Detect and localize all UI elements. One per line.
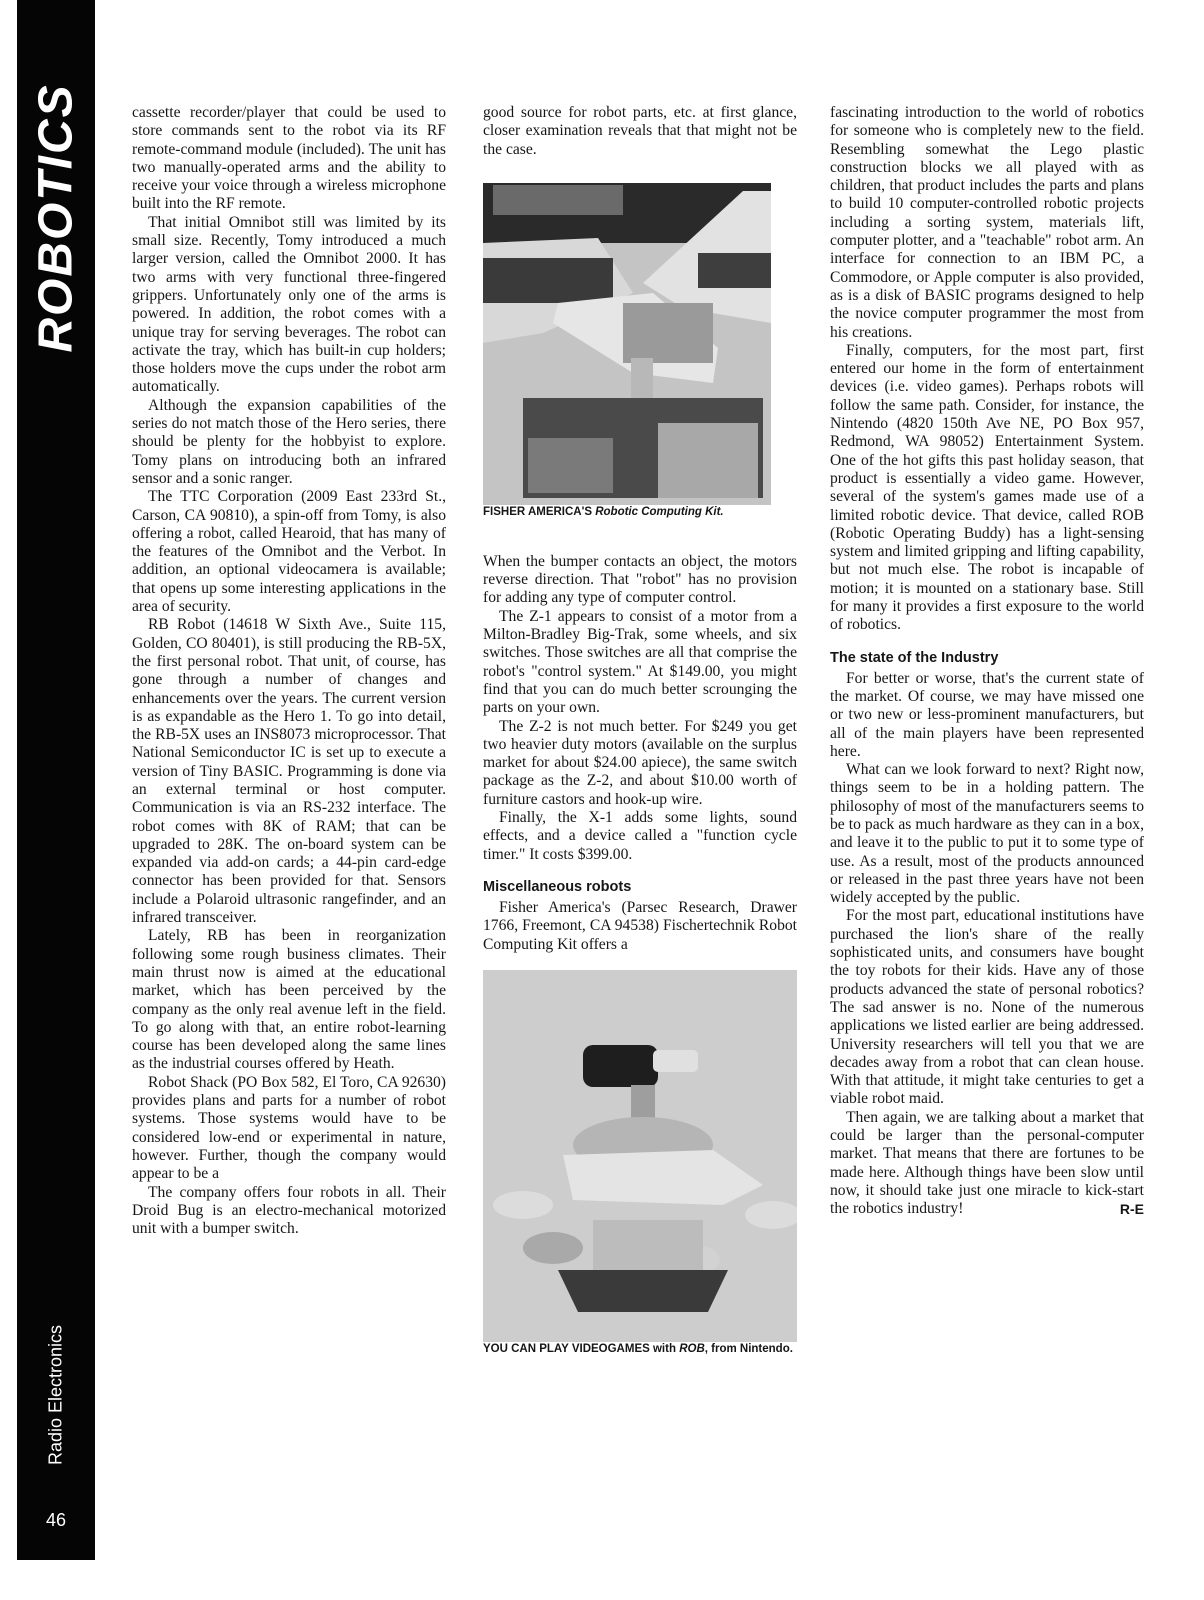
paragraph: The Z-2 is not much better. For $249 you get two heavier duty motors (available on the surplus market for about $24.00 apiece), the same switch package as the Z-2, and about $10.00 worth of furniture castors and hook-up wire. — [483, 717, 797, 808]
paragraph: Lately, RB has been in reorganization following some rough business climates. Their main thrust now is aimed at the educational market, which has been perceived by the company as the only real avenue left in the field. To go along with that, an entire robot-learning course has been developed along the same lines as the industrial courses offered by Heath. — [132, 927, 446, 1073]
paragraph: fascinating introduction to the world of robotics for someone who is completely new to the field. Resembling somewhat the Lego plastic construction blocks we all played with as children, that product includes the parts and plans to build 10 computer-controlled robotic projects including a sorting system, materials lift, computer plotter, and a "teachable" robot arm. An interface for connection to an IBM PC, a Commodore, or Apple computer is also provided, as is a disk of BASIC programs designed to help the novice computer programmer the most from his creations. — [830, 104, 1144, 341]
page-number: 46 — [45, 1510, 67, 1530]
article-column-2 — [483, 104, 797, 1356]
paragraph: RB Robot (14618 W Sixth Ave., Suite 115, Golden, CO 80401), is still producing the RB-5X, the first personal robot. That unit, of course, has gone through a number of changes and enhancements over the years. The current version is as expandable as the Hero 1. To go into detail, the RB-5X uses an INS8073 microprocessor. That National Semiconductor IC is set up to execute a version of Tiny BASIC. Programming is done via an external terminal or host computer. Communication is via an RS-232 interface. The robot comes with 8K of RAM; that can be upgraded to 28K. The on-board system can be expanded via add-on cards; a 44-pin card-edge connector has been provided for that. Sensors include a Polaroid ultrasonic rangefinder, and an infrared transceiver. — [132, 616, 446, 927]
paragraph: When the bumper contacts an object, the motors reverse direction. That "robot" has no provision for adding any type of computer control. — [483, 552, 797, 607]
robotic-kit-photo — [483, 183, 771, 505]
closing-paragraph-text: Then again, we are talking about a market that could be larger than the personal-computer market. That means that there are fortunes to be made here. Although things have been slow until now, it should take just one miracle to kick-start the robotics industry! — [830, 1108, 1144, 1218]
paragraph: cassette recorder/player that could be used to store commands sent to the robot via its RF remote-command module (included). The unit has two manually-operated arms and the ability to receive your voice through a wireless microphone built into the RF remote. — [132, 104, 446, 213]
paragraph: For better or worse, that's the current state of the market. Of course, we may have missed one or two new or less-prominent manufacturers, but all of the main players have been represented here. — [830, 669, 1144, 760]
rob-photo-caption — [483, 1342, 797, 1356]
paragraph: Finally, computers, for the most part, first entered our home in the form of entertainment devices (i.e. video games). Perhaps robots will follow the same path. Consider, for instance, the Nintendo (4820 150th Ave NE, PO Box 957, Redmond, WA 98052) Entertainment System. One of the hot gifts this past holiday season, that product is essentially a video game. However, several of the system's games made use of a limited robotic device. That device, called ROB (Robotic Operating Buddy) has a light-sensing system and limited gripping and lifting capability, but not much else. The robot is incapable of motion; it is mounted on a stationary base. Still for many it provides a first exposure to the world of robotics. — [830, 341, 1144, 634]
rob-robot-illustration — [483, 970, 797, 1342]
paragraph: The TTC Corporation (2009 East 233rd St., Carson, CA 90810), a spin-off from Tomy, is also offering a robot, called Hearoid, that has many of the features of the Omnibot and the Verbot. In addition, an optional videocamera is available; that opens up some interesting applications in the area of security. — [132, 488, 446, 616]
magazine-name: Radio Electronics — [45, 1324, 66, 1466]
paragraph: good source for robot parts, etc. at first glance, closer examination reveals that that might not be the case. — [483, 104, 797, 158]
paragraph: Fisher America's (Parsec Research, Drawer 1766, Freemont, CA 94538) Fischertechnik Robot Computing Kit offers a — [483, 898, 797, 953]
rob-robot-photo — [483, 970, 797, 1342]
caption-bold: FISHER AMERICA'S — [483, 505, 593, 518]
section-sidebar — [17, 0, 95, 1560]
article-column-1 — [132, 104, 446, 1238]
caption-italic: ROB — [679, 1342, 705, 1355]
paragraph: The Z-1 appears to consist of a motor from a Milton-Bradley Big-Trak, some wheels, and six switches. Those switches are all that comprise the robot's "control system." At $149.00, you might find that you can do much better scrounging the parts on your own. — [483, 607, 797, 717]
paragraph: For the most part, educational institutions have purchased the lion's share of the really sophisticated units, and consumers have bought the toy robots for their kids. Have any of those products advanced the state of personal robotics? The sad answer is no. None of the numerous applications we listed earlier are being addressed. University researchers will tell you that we are decades away from a robot that can clean house. With that attitude, it might take centuries to get a viable robot maid. — [830, 907, 1144, 1108]
paragraph — [830, 1109, 1144, 1219]
article-column-3 — [830, 104, 1144, 1219]
caption-tail: , from Nintendo. — [704, 1342, 793, 1355]
paragraph: What can we look forward to next? Right now, things seem to be in a holding pattern. The philosophy of most of the manufacturers seems to be to pack as much hardware as they can in a box, and leave it to the public to put it to some type of use. As a result, most of the products announced or released in the past three years have not been widely accepted by the public. — [830, 761, 1144, 907]
end-mark: R-E — [1119, 1201, 1144, 1218]
section-heading: Miscellaneous robots — [483, 878, 632, 895]
paragraph: That initial Omnibot still was limited by its small size. Recently, Tomy introduced a much larger version, called the Omnibot 2000. It has two arms with very functional three-fingered grippers. Unfortunately only one of the arms is powered. In addition, the robot comes with a unique tray for serving beverages. The robot can activate the tray, which has built-in cup holders; those holders move the cups under the robot arm automatically. — [132, 213, 446, 396]
paragraph: Robot Shack (PO Box 582, El Toro, CA 92630) provides plans and parts for a number of robot systems. Those systems would have to be considered low-end or experimental in nature, however. Further, though the company would appear to be a — [132, 1073, 446, 1183]
section-heading: The state of the Industry — [830, 649, 999, 666]
paragraph: Although the expansion capabilities of the series do not match those of the Hero series, there should be plenty for the hobbyist to explore. Tomy plans on introducing both an infrared sensor and a sonic ranger. — [132, 396, 446, 487]
kit-photo-caption — [483, 505, 797, 519]
robotic-kit-illustration — [483, 183, 771, 505]
caption-italic: Robotic Computing Kit. — [595, 505, 724, 518]
caption-bold: YOU CAN PLAY VIDEOGAMES with — [483, 1342, 676, 1355]
paragraph: The company offers four robots in all. Their Droid Bug is an electro-mechanical motorized unit with a bumper switch. — [132, 1183, 446, 1238]
section-title: ROBOTICS — [29, 83, 83, 353]
paragraph: Finally, the X-1 adds some lights, sound effects, and a device called a "function cycle timer." It costs $399.00. — [483, 809, 797, 863]
